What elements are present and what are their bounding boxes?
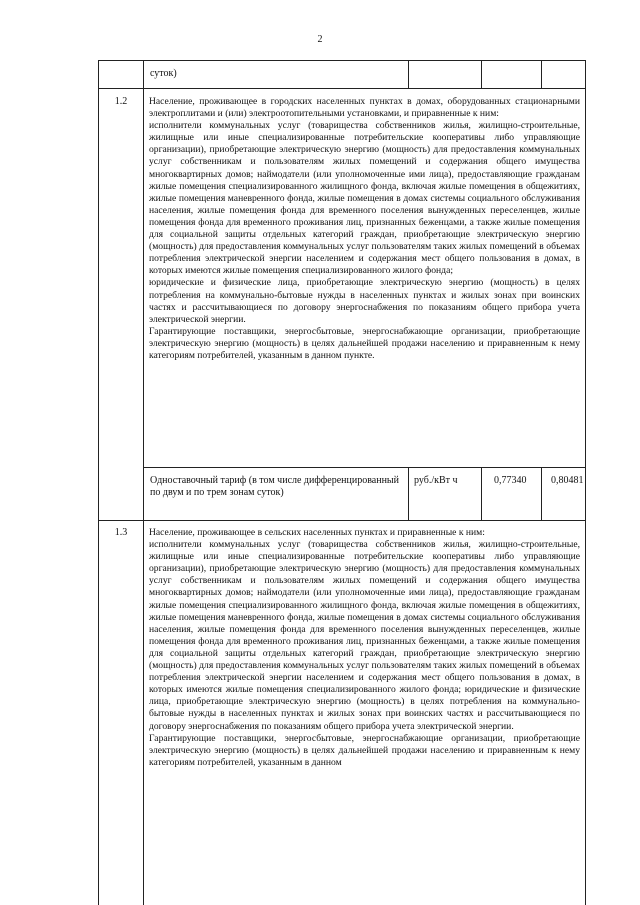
paragraph: Гарантирующие поставщики, энергосбытовые, энергоснабжающие организации, приобретающие электрическую энергию (мощность) в целях дальнейшей продажи населению и приравненным к нему категориям потребителей, указанным в данном: [149, 732, 580, 768]
table-border-top: [98, 60, 585, 61]
table-border-h2: [143, 467, 585, 468]
paragraph: Гарантирующие поставщики, энергосбытовые, энергоснабжающие организации, приобретающие электрическую энергию (мощность) в целях дальнейшей продажи населению и приравненным к нему категориям потребителей, указанным в данном пункте.: [149, 325, 580, 361]
table-border-left: [98, 60, 99, 905]
continuation-text: суток): [150, 68, 177, 79]
table-border-col4-b: [541, 467, 542, 520]
table-border-col3-a: [481, 60, 482, 88]
table-border-col2-a: [408, 60, 409, 88]
table-border-col3-b: [481, 467, 482, 520]
page-number: 2: [317, 34, 323, 45]
row-number-1-3: 1.3: [114, 527, 128, 538]
table-border-right: [585, 60, 586, 905]
paragraph: Население, проживающее в сельских населенных пунктах и приравненные к ним:: [149, 527, 485, 538]
table-border-col4-a: [541, 60, 542, 88]
row-1-3-description: [149, 527, 580, 769]
paragraph: исполнители коммунальных услуг (товарищества собственников жилья, жилищно-строительные, жилищные или иные специализированные потребительские кооперативы либо управляющие организации), приобретающие электрическую энергию (мощность) для предоставления коммунальных услуг собственникам и пользователям жилых помещений и содержания общего имущества многоквартирных домов; наймодатели (или уполномоченные ими лица), предоставляющие гражданам жилые помещения специализированного жилищного фонда, включая жилые помещения в общежитиях, жилые помещения маневренного фонда, жилые помещения в домах системы социального обслуживания населения, жилые помещения фонда для временного поселения вынужденных переселенцев, жилые помещения фонда для временного проживания лиц, признанных беженцами, а также жилые помещения для социальной защиты отдельных категорий граждан, приобретающие электрическую энергию (мощность) для предоставления коммунальных услуг пользователям таких жилых помещений в объемах потребления электрической энергии населением и содержания мест общего пользования в домах, в которых имеются жилые помещения специализированного жилого фонда;: [149, 120, 580, 277]
table-border-col1: [143, 60, 144, 905]
tariff-value-1: 0,77340: [494, 475, 527, 486]
table-border-h1: [98, 88, 585, 89]
tariff-unit: руб./кВт ч: [414, 475, 458, 486]
paragraph: исполнители коммунальных услуг (товарищества собственников жилья, жилищно-строительные, жилищные или иные специализированные потребительские кооперативы либо управляющие организации), приобретающие электрическую энергию (мощность) для предоставления коммунальных услуг собственникам и пользователям жилых помещений и содержания общего имущества многоквартирных домов; наймодатели (или уполномоченные ими лица), предоставляющие гражданам жилые помещения специализированного жилищного фонда, включая жилые помещения в общежитиях, жилые помещения маневренного фонда, жилые помещения в домах системы социального обслуживания населения, жилые помещения фонда для временного поселения вынужденных переселенцев, жилые помещения фонда для временного проживания лиц, признанных беженцами, а также жилые помещения для социальной защиты отдельных категорий граждан, приобретающие электрическую энергию (мощность) для предоставления коммунальных услуг пользователям таких жилых помещений в объемах потребления электрической энергии населением и содержания мест общего пользования в домах, в которых имеются жилые помещения специализированного жилого фонда; юридические и физические лица, приобретающие электрическую энергию (мощность) в целях потребления на коммунально-бытовые нужды в населенных пунктах и жилых зонах при воинских частях и рассчитывающиеся по договору энергоснабжения по показаниям общего прибора учета электрической энергии.: [149, 539, 580, 732]
row-1-2-description: [149, 96, 580, 362]
tariff-value-2: 0,80481: [551, 475, 584, 486]
tariff-label: Одноставочный тариф (в том числе дифференцированный по двум и по трем зонам суток): [150, 475, 400, 498]
table-border-h3: [98, 520, 585, 521]
row-number-1-2: 1.2: [114, 96, 128, 107]
paragraph: юридические и физические лица, приобретающие электрическую энергию (мощность) в целях потребления на коммунально-бытовые нужды в населенных пунктах и жилых зонах при воинских частях и рассчитывающиеся по договору энергоснабжения по показаниям общего прибора учета электрической энергии.: [149, 277, 580, 325]
paragraph: Население, проживающее в городских населенных пунктах в домах, оборудованных стационарными электроплитами и (или) электроотопительными установками, и приравненные к ним:: [149, 96, 580, 120]
table-border-col2-b: [408, 467, 409, 520]
